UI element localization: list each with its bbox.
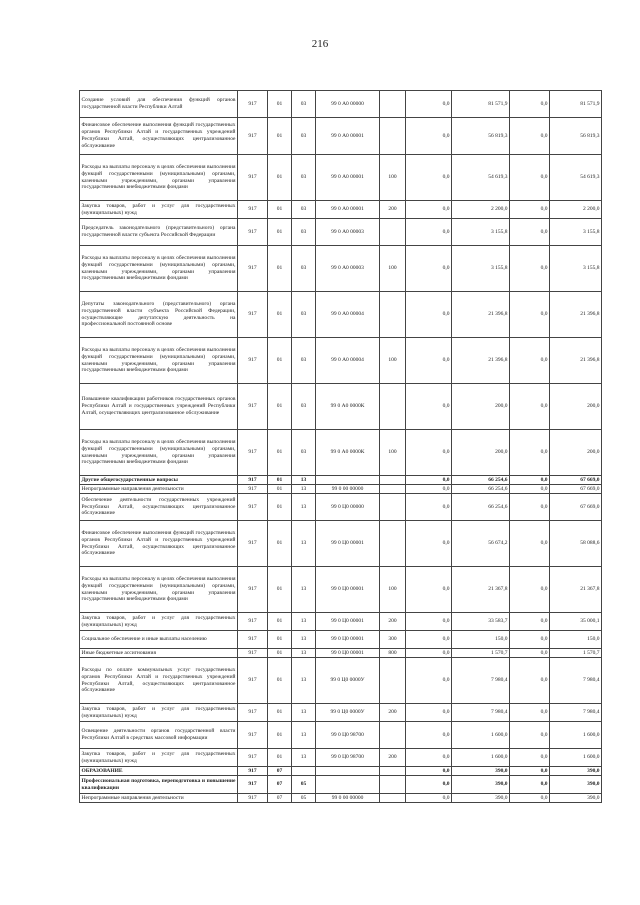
admin-code: 917	[238, 292, 268, 338]
section-code: 01	[268, 91, 292, 118]
expense-type-code	[380, 776, 406, 794]
amount2-cell: 390,0	[452, 767, 510, 776]
amount3-cell: 0,0	[510, 776, 550, 794]
row-name: Обеспечение деятельности государственных учреждений Республики Алтай, осуществляющих централизованное обслуживание	[80, 494, 238, 521]
admin-code: 917	[238, 494, 268, 521]
total-cell: 3 155,8	[550, 219, 602, 246]
subsection-code: 13	[292, 649, 316, 658]
expense-type-code	[380, 521, 406, 567]
section-code: 01	[268, 749, 292, 767]
total-cell: 150,0	[550, 631, 602, 649]
amount2-cell: 7 980,4	[452, 704, 510, 722]
amount-cell: 0,0	[406, 767, 452, 776]
table-row	[80, 118, 602, 155]
section-code: 01	[268, 384, 292, 430]
row-name: Социальное обеспечение и иные выплаты населению	[80, 631, 238, 649]
amount-cell: 0,0	[406, 91, 452, 118]
admin-code: 917	[238, 658, 268, 704]
row-name: Расходы по оплате коммунальных услуг государственных органов Республики Алтай и государственных учреждений Республики Алтай, осуществляющих централизованное обслуживание	[80, 658, 238, 704]
expense-type-code: 300	[380, 631, 406, 649]
admin-code: 917	[238, 338, 268, 384]
amount2-cell: 150,0	[452, 631, 510, 649]
amount2-cell: 56 674,2	[452, 521, 510, 567]
admin-code: 917	[238, 430, 268, 476]
expense-type-code	[380, 292, 406, 338]
admin-code: 917	[238, 776, 268, 794]
admin-code: 917	[238, 749, 268, 767]
total-cell: 81 571,9	[550, 91, 602, 118]
section-code: 01	[268, 118, 292, 155]
amount2-cell: 56 819,3	[452, 118, 510, 155]
table-row	[80, 430, 602, 476]
amount-cell: 0,0	[406, 722, 452, 749]
section-code: 01	[268, 485, 292, 494]
row-name: Профессиональная подготовка, переподготовка и повышение квалификации	[80, 776, 238, 794]
subsection-code: 13	[292, 485, 316, 494]
target-code: 99 0 Ц0 00001	[316, 521, 380, 567]
table-row	[80, 767, 602, 776]
target-code: 99 0 00 00000	[316, 794, 380, 803]
amount-cell: 0,0	[406, 219, 452, 246]
section-code: 01	[268, 155, 292, 201]
amount3-cell: 0,0	[510, 91, 550, 118]
amount2-cell: 3 155,8	[452, 219, 510, 246]
row-name: Освещение деятельности органов государственной власти Республики Алтай в средствах массовой информации	[80, 722, 238, 749]
total-cell: 21 396,8	[550, 338, 602, 384]
amount3-cell: 0,0	[510, 704, 550, 722]
admin-code: 917	[238, 767, 268, 776]
expense-type-code: 100	[380, 567, 406, 613]
amount3-cell: 0,0	[510, 649, 550, 658]
admin-code: 917	[238, 704, 268, 722]
amount2-cell: 1 600,0	[452, 722, 510, 749]
amount3-cell: 0,0	[510, 521, 550, 567]
table-row	[80, 91, 602, 118]
section-code: 01	[268, 658, 292, 704]
target-code: 99 0 А0 00003	[316, 246, 380, 292]
amount3-cell: 0,0	[510, 476, 550, 485]
subsection-code: 13	[292, 613, 316, 631]
amount2-cell: 200,0	[452, 384, 510, 430]
admin-code: 917	[238, 118, 268, 155]
subsection-code: 03	[292, 292, 316, 338]
section-code: 01	[268, 631, 292, 649]
table-row	[80, 246, 602, 292]
amount3-cell: 0,0	[510, 219, 550, 246]
amount3-cell: 0,0	[510, 567, 550, 613]
section-code: 01	[268, 494, 292, 521]
admin-code: 917	[238, 649, 268, 658]
amount3-cell: 0,0	[510, 246, 550, 292]
amount-cell: 0,0	[406, 794, 452, 803]
amount3-cell: 0,0	[510, 292, 550, 338]
table-row	[80, 794, 602, 803]
target-code: 99 0 А0 00001	[316, 118, 380, 155]
subsection-code: 03	[292, 155, 316, 201]
amount3-cell: 0,0	[510, 794, 550, 803]
admin-code: 917	[238, 794, 268, 803]
expense-type-code	[380, 476, 406, 485]
target-code: 99 0 А0 00001	[316, 155, 380, 201]
subsection-code: 13	[292, 567, 316, 613]
amount2-cell: 390,0	[452, 776, 510, 794]
amount2-cell: 21 396,8	[452, 292, 510, 338]
amount-cell: 0,0	[406, 485, 452, 494]
table-row	[80, 649, 602, 658]
expense-type-code	[380, 384, 406, 430]
admin-code: 917	[238, 722, 268, 749]
subsection-code: 13	[292, 658, 316, 704]
total-cell: 21 396,8	[550, 292, 602, 338]
target-code: 99 0 А0 0000К	[316, 384, 380, 430]
section-code: 07	[268, 794, 292, 803]
total-cell: 390,0	[550, 794, 602, 803]
subsection-code: 13	[292, 722, 316, 749]
total-cell: 67 669,0	[550, 485, 602, 494]
row-name: Закупка товаров, работ и услуг для государственных (муниципальных) нужд	[80, 613, 238, 631]
section-code: 01	[268, 201, 292, 219]
amount-cell: 0,0	[406, 567, 452, 613]
admin-code: 917	[238, 246, 268, 292]
row-name: Создание условий для обеспечения функций органов государственной власти Республики Алтай	[80, 91, 238, 118]
amount2-cell: 200,0	[452, 430, 510, 476]
total-cell: 390,0	[550, 776, 602, 794]
subsection-code: 03	[292, 246, 316, 292]
section-code: 01	[268, 219, 292, 246]
table-row	[80, 749, 602, 767]
amount2-cell: 54 619,3	[452, 155, 510, 201]
admin-code: 917	[238, 201, 268, 219]
amount-cell: 0,0	[406, 476, 452, 485]
amount3-cell: 0,0	[510, 201, 550, 219]
subsection-code: 05	[292, 794, 316, 803]
expense-type-code: 200	[380, 749, 406, 767]
section-code: 01	[268, 521, 292, 567]
row-name: Закупка товаров, работ и услуг для государственных (муниципальных) нужд	[80, 201, 238, 219]
amount3-cell: 0,0	[510, 613, 550, 631]
table-row	[80, 384, 602, 430]
amount3-cell: 0,0	[510, 494, 550, 521]
table-row	[80, 292, 602, 338]
expense-type-code: 200	[380, 704, 406, 722]
expense-type-code: 800	[380, 649, 406, 658]
total-cell: 21 367,8	[550, 567, 602, 613]
target-code: 99 0 Ц0 00001	[316, 631, 380, 649]
amount3-cell: 0,0	[510, 631, 550, 649]
table-row	[80, 722, 602, 749]
total-cell: 7 980,4	[550, 704, 602, 722]
target-code: 99 0 Ц0 0000У	[316, 704, 380, 722]
target-code: 99 0 А0 00000	[316, 91, 380, 118]
amount-cell: 0,0	[406, 776, 452, 794]
row-name: Расходы на выплаты персоналу в целях обеспечения выполнения функций государственными (муниципальными) органами, казенными учреждениями, органами управления государственными внебюджетными фондами	[80, 338, 238, 384]
section-code: 01	[268, 246, 292, 292]
admin-code: 917	[238, 567, 268, 613]
amount3-cell: 0,0	[510, 485, 550, 494]
expense-type-code: 100	[380, 155, 406, 201]
expense-type-code: 100	[380, 338, 406, 384]
subsection-code	[292, 767, 316, 776]
amount2-cell: 66 254,6	[452, 476, 510, 485]
amount-cell: 0,0	[406, 613, 452, 631]
amount2-cell: 66 254,6	[452, 494, 510, 521]
table-row	[80, 631, 602, 649]
target-code: 99 0 Ц0 00001	[316, 567, 380, 613]
amount-cell: 0,0	[406, 430, 452, 476]
target-code: 99 0 А0 0000К	[316, 430, 380, 476]
table-row	[80, 704, 602, 722]
total-cell: 58 088,6	[550, 521, 602, 567]
total-cell: 67 669,0	[550, 494, 602, 521]
table-row	[80, 476, 602, 485]
row-name: Непрограммные направления деятельности	[80, 794, 238, 803]
row-name: ОБРАЗОВАНИЕ	[80, 767, 238, 776]
table-row	[80, 494, 602, 521]
amount2-cell: 1 600,0	[452, 749, 510, 767]
amount2-cell: 33 583,7	[452, 613, 510, 631]
admin-code: 917	[238, 219, 268, 246]
section-code: 07	[268, 776, 292, 794]
target-code	[316, 476, 380, 485]
amount2-cell: 2 200,0	[452, 201, 510, 219]
total-cell: 56 819,3	[550, 118, 602, 155]
target-code	[316, 767, 380, 776]
amount3-cell: 0,0	[510, 658, 550, 704]
section-code: 01	[268, 567, 292, 613]
amount2-cell: 390,0	[452, 794, 510, 803]
subsection-code: 13	[292, 704, 316, 722]
subsection-code: 03	[292, 118, 316, 155]
amount-cell: 0,0	[406, 631, 452, 649]
subsection-code: 03	[292, 430, 316, 476]
row-name: Закупка товаров, работ и услуг для государственных (муниципальных) нужд	[80, 704, 238, 722]
section-code: 01	[268, 338, 292, 384]
subsection-code: 03	[292, 201, 316, 219]
amount-cell: 0,0	[406, 749, 452, 767]
table-row	[80, 338, 602, 384]
amount-cell: 0,0	[406, 338, 452, 384]
amount2-cell: 81 571,9	[452, 91, 510, 118]
expense-type-code: 100	[380, 246, 406, 292]
amount2-cell: 3 155,8	[452, 246, 510, 292]
target-code: 99 0 А0 00003	[316, 219, 380, 246]
admin-code: 917	[238, 384, 268, 430]
subsection-code: 13	[292, 631, 316, 649]
row-name: Расходы на выплаты персоналу в целях обеспечения выполнения функций государственными (муниципальными) органами, казенными учреждениями, органами управления государственными внебюджетными фондами	[80, 430, 238, 476]
row-name: Председатель законодательного (представительного) органа государственной власти субъекта Российской Федерации	[80, 219, 238, 246]
admin-code: 917	[238, 155, 268, 201]
amount-cell: 0,0	[406, 292, 452, 338]
total-cell: 2 200,0	[550, 201, 602, 219]
amount3-cell: 0,0	[510, 338, 550, 384]
amount2-cell: 21 367,8	[452, 567, 510, 613]
table-row	[80, 567, 602, 613]
target-code: 99 0 Ц0 00000	[316, 494, 380, 521]
row-name: Депутаты законодательного (представительного) органа государственной власти субъекта Российской Федерации, осуществляющие депутатскую деятельность на профессиональной постоянной основе	[80, 292, 238, 338]
amount-cell: 0,0	[406, 201, 452, 219]
subsection-code: 13	[292, 749, 316, 767]
section-code: 01	[268, 430, 292, 476]
amount-cell: 0,0	[406, 649, 452, 658]
amount-cell: 0,0	[406, 704, 452, 722]
total-cell: 1 570,7	[550, 649, 602, 658]
amount-cell: 0,0	[406, 494, 452, 521]
table-row	[80, 155, 602, 201]
amount2-cell: 1 570,7	[452, 649, 510, 658]
expense-type-code	[380, 118, 406, 155]
table-row	[80, 658, 602, 704]
subsection-code: 03	[292, 219, 316, 246]
table-row	[80, 521, 602, 567]
amount3-cell: 0,0	[510, 155, 550, 201]
subsection-code: 13	[292, 521, 316, 567]
amount3-cell: 0,0	[510, 430, 550, 476]
section-code: 01	[268, 613, 292, 631]
admin-code: 917	[238, 631, 268, 649]
row-name: Иные бюджетные ассигнования	[80, 649, 238, 658]
total-cell: 7 980,4	[550, 658, 602, 704]
row-name: Финансовое обеспечение выполнения функций государственных органов Республики Алтай и государственных учреждений Республики Алтай, осуществляющих централизованное обслуживание	[80, 521, 238, 567]
section-code: 07	[268, 767, 292, 776]
expense-type-code	[380, 219, 406, 246]
amount-cell: 0,0	[406, 118, 452, 155]
expense-type-code	[380, 485, 406, 494]
total-cell: 1 600,0	[550, 749, 602, 767]
target-code: 99 0 00 00000	[316, 485, 380, 494]
expense-type-code	[380, 722, 406, 749]
subsection-code: 03	[292, 338, 316, 384]
total-cell: 200,0	[550, 384, 602, 430]
total-cell: 1 600,0	[550, 722, 602, 749]
table-body	[80, 91, 602, 803]
subsection-code: 13	[292, 494, 316, 521]
section-code: 01	[268, 476, 292, 485]
amount-cell: 0,0	[406, 521, 452, 567]
expense-type-code	[380, 91, 406, 118]
expense-type-code: 200	[380, 613, 406, 631]
amount-cell: 0,0	[406, 155, 452, 201]
amount3-cell: 0,0	[510, 767, 550, 776]
section-code: 01	[268, 722, 292, 749]
amount3-cell: 0,0	[510, 749, 550, 767]
expense-type-code	[380, 494, 406, 521]
target-code: 99 0 Ц0 0000У	[316, 658, 380, 704]
expense-type-code	[380, 767, 406, 776]
target-code	[316, 776, 380, 794]
amount-cell: 0,0	[406, 658, 452, 704]
section-code: 01	[268, 292, 292, 338]
total-cell: 35 000,1	[550, 613, 602, 631]
amount-cell: 0,0	[406, 384, 452, 430]
amount3-cell: 0,0	[510, 722, 550, 749]
amount2-cell: 66 254,6	[452, 485, 510, 494]
table-row	[80, 613, 602, 631]
amount3-cell: 0,0	[510, 384, 550, 430]
admin-code: 917	[238, 521, 268, 567]
admin-code: 917	[238, 91, 268, 118]
expense-type-code	[380, 658, 406, 704]
target-code: 99 0 А0 00004	[316, 338, 380, 384]
row-name: Расходы на выплаты персоналу в целях обеспечения выполнения функций государственными (муниципальными) органами, казенными учреждениями, органами управления государственными внебюджетными фондами	[80, 155, 238, 201]
subsection-code: 03	[292, 91, 316, 118]
target-code: 99 0 Ц0 00001	[316, 613, 380, 631]
row-name: Расходы на выплаты персоналу в целях обеспечения выполнения функций государственными (муниципальными) органами, казенными учреждениями, органами управления государственными внебюджетными фондами	[80, 567, 238, 613]
table-row	[80, 485, 602, 494]
row-name: Закупка товаров, работ и услуг для государственных (муниципальных) нужд	[80, 749, 238, 767]
target-code: 99 0 Ц0 00001	[316, 649, 380, 658]
total-cell: 200,0	[550, 430, 602, 476]
expense-type-code: 100	[380, 430, 406, 476]
table-row	[80, 776, 602, 794]
page-number: 216	[311, 38, 329, 50]
table-row	[80, 201, 602, 219]
row-name: Повышение квалификации работников государственных органов Республики Алтай и государственных учреждений Республики Алтай, осуществляющих централизованное обслуживание	[80, 384, 238, 430]
target-code: 99 0 А0 00004	[316, 292, 380, 338]
admin-code: 917	[238, 613, 268, 631]
target-code: 99 0 А0 00001	[316, 201, 380, 219]
subsection-code: 03	[292, 384, 316, 430]
total-cell: 390,0	[550, 767, 602, 776]
target-code: 99 0 Ц0 98700	[316, 722, 380, 749]
row-name: Непрограммные направления деятельности	[80, 485, 238, 494]
row-name: Расходы на выплаты персоналу в целях обеспечения выполнения функций государственными (муниципальными) органами, казенными учреждениями, органами управления государственными внебюджетными фондами	[80, 246, 238, 292]
expense-type-code	[380, 794, 406, 803]
subsection-code: 05	[292, 776, 316, 794]
total-cell: 3 155,8	[550, 246, 602, 292]
amount3-cell: 0,0	[510, 118, 550, 155]
admin-code: 917	[238, 476, 268, 485]
section-code: 01	[268, 704, 292, 722]
row-name: Другие общегосударственные вопросы	[80, 476, 238, 485]
table-row	[80, 219, 602, 246]
expense-type-code: 200	[380, 201, 406, 219]
row-name: Финансовое обеспечение выполнения функций государственных органов Республики Алтай и государственных учреждений Республики Алтай, осуществляющих централизованное обслуживание	[80, 118, 238, 155]
subsection-code: 13	[292, 476, 316, 485]
amount-cell: 0,0	[406, 246, 452, 292]
amount2-cell: 21 396,8	[452, 338, 510, 384]
budget-table	[79, 90, 602, 803]
amount2-cell: 7 980,4	[452, 658, 510, 704]
total-cell: 67 669,0	[550, 476, 602, 485]
target-code: 99 0 Ц0 98700	[316, 749, 380, 767]
admin-code: 917	[238, 485, 268, 494]
section-code: 01	[268, 649, 292, 658]
total-cell: 54 619,3	[550, 155, 602, 201]
